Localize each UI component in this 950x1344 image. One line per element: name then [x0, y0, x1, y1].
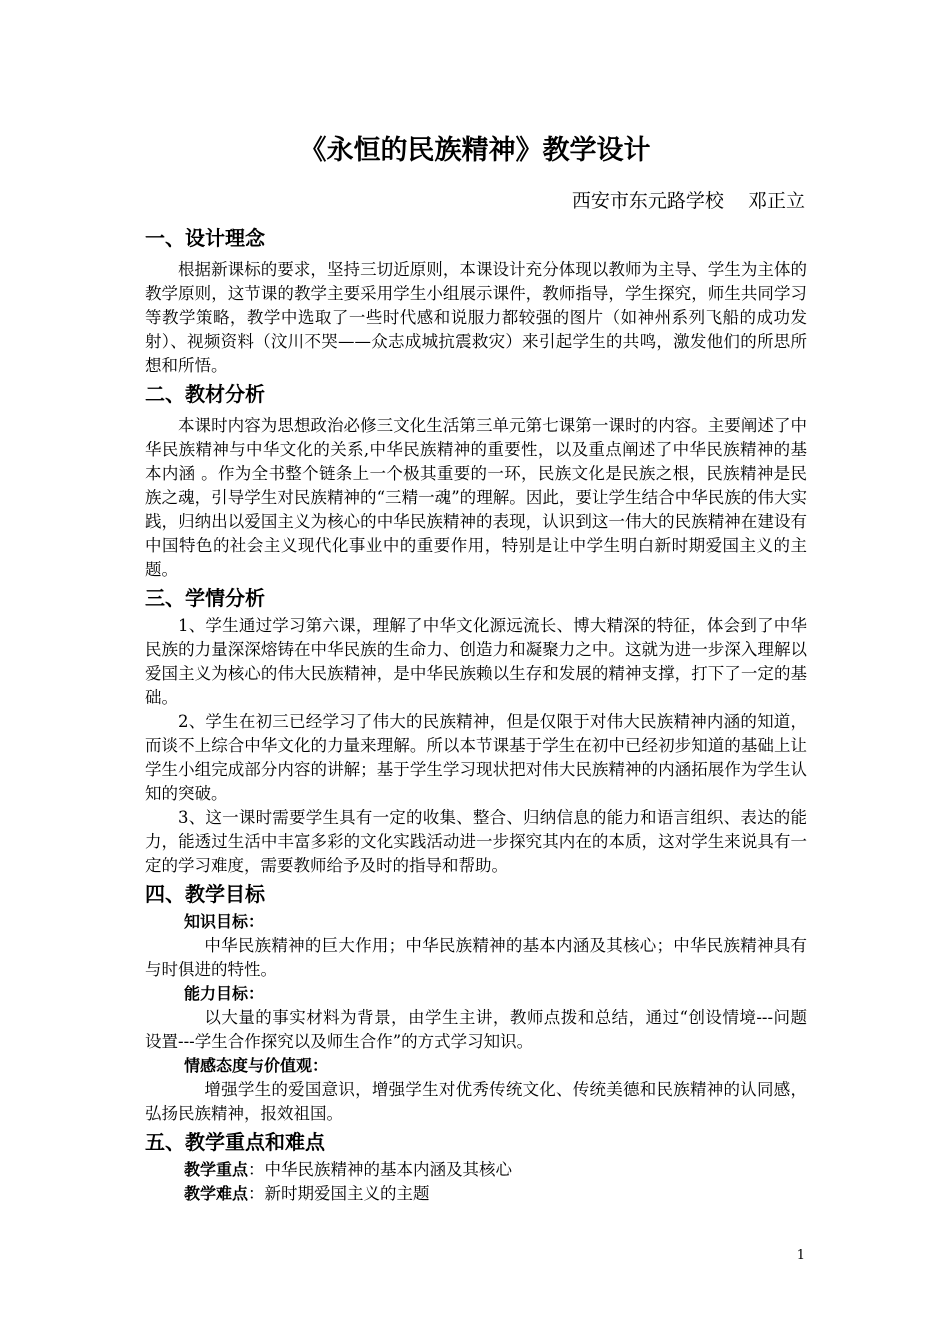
objective-label-ability: 能力目标： — [184, 984, 265, 1003]
objective-text-knowledge: 中华民族精神的巨大作用；中华民族精神的基本内涵及其核心；中华民族精神具有与时俱进的特性。 — [145, 936, 807, 979]
paragraph: 3、这一课时需要学生具有一定的收集、整合、归纳信息的能力和语言组织、表达的能力，能透过生活中丰富多彩的文化实践活动进一步探究其内在的本质，这对学生来说具有一定的学习难度，需要教师给予及时的指导和帮助。 — [145, 808, 807, 875]
section-heading-textbook-analysis: 二、教材分析 — [145, 382, 265, 406]
objective-label-attitude: 情感态度与价值观： — [184, 1056, 329, 1075]
section-heading-philosophy: 一、设计理念 — [145, 226, 265, 250]
key-point-text: 中华民族精神的基本内涵及其核心 — [264, 1160, 513, 1179]
paragraph: 2、学生在初三已经学习了伟大的民族精神，但是仅限于对伟大民族精神内涵的知道，而谈不上综合中华文化的力量来理解。所以本节课基于学生在初中已经初步知道的基础上让学生小组完成部分内容的讲解；基于学生学习现状把对伟大民族精神的内涵拓展作为学生认知的突破。 — [145, 712, 807, 803]
key-point-separator: ： — [248, 1184, 265, 1203]
page-number: 1 — [796, 1248, 805, 1263]
key-point-difficulty — [184, 1182, 807, 1206]
paragraph: 本课时内容为思想政治必修三文化生活第三单元第七课第一课时的内容。主要阐述了中华民族精神与中华文化的关系,中华民族精神的重要性，以及重点阐述了中华民族精神的基本内涵 。作为全书整个链条上一个极其重要的一环，民族文化是民族之根，民族精神是民族之魂，引导学生对民族精神的“三精一魂”的理解。因此，要让学生结合中华民族的伟大实践，归纳出以爱国主义为核心的中华民族精神的表现，认识到这一伟大的民族精神在建设有中国特色的社会主义现代化事业中的重要作用，特别是让中学生明白新时期爱国主义的主题。 — [145, 416, 807, 579]
document-body — [145, 222, 807, 1206]
section-heading-objectives: 四、教学目标 — [145, 882, 265, 906]
key-point-focus — [184, 1158, 807, 1182]
key-point-separator: ： — [248, 1160, 265, 1179]
objective-text-attitude: 增强学生的爱国意识，增强学生对优秀传统文化、传统美德和民族精神的认同感，弘扬民族精神，报效祖国。 — [145, 1080, 807, 1123]
section-heading-student-analysis: 三、学情分析 — [145, 586, 265, 610]
author-line: 西安市东元路学校 邓正立 — [571, 190, 805, 212]
document-title: 《永恒的民族精神》教学设计 — [299, 135, 651, 166]
key-point-label: 教学难点 — [184, 1184, 249, 1203]
objective-text-ability: 以大量的事实材料为背景，由学生主讲，教师点拨和总结，通过“创设情境---问题设置---学生合作探究以及师生合作”的方式学习知识。 — [145, 1008, 807, 1051]
paragraph: 1、学生通过学习第六课，理解了中华文化源远流长、博大精深的特征，体会到了中华民族的力量深深熔铸在中华民族的生命力、创造力和凝聚力之中。这就为进一步深入理解以爱国主义为核心的伟大民族精神，是中华民族赖以生存和发展的精神支撑，打下了一定的基础。 — [145, 616, 807, 707]
objective-label-knowledge: 知识目标： — [184, 912, 265, 931]
key-point-text: 新时期爱国主义的主题 — [264, 1184, 430, 1203]
section-heading-key-points: 五、教学重点和难点 — [145, 1130, 325, 1154]
paragraph: 根据新课标的要求，坚持三切近原则，本课设计充分体现以教师为主导、学生为主体的教学原则，这节课的教学主要采用学生小组展示课件，教师指导，学生探究，师生共同学习等教学策略，教学中选取了一些时代感和说服力都较强的图片（如神州系列飞船的成功发射）、视频资料（汶川不哭——众志成城抗震救灾）来引起学生的共鸣，激发他们的所思所想和所悟。 — [145, 260, 807, 375]
key-point-label: 教学重点 — [184, 1160, 249, 1179]
